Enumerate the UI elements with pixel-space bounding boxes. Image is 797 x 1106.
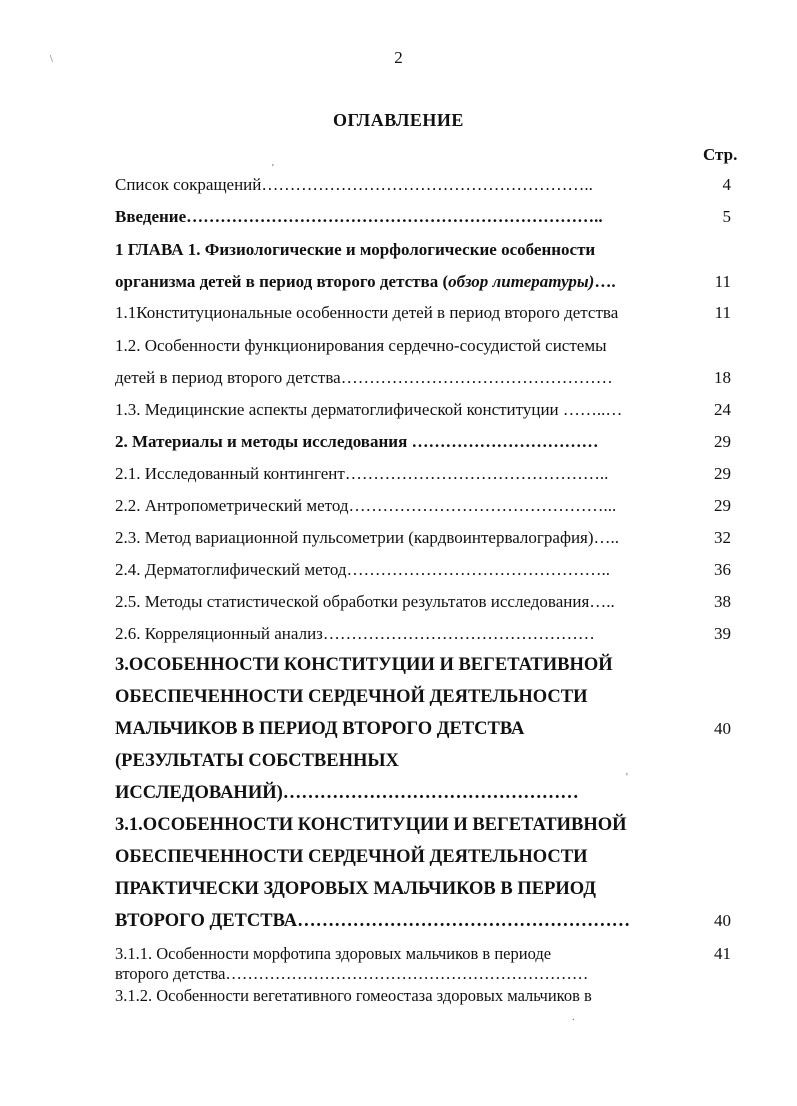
toc-page: 41 — [714, 944, 731, 963]
toc-title: ОГЛАВЛЕНИЕ — [333, 110, 464, 130]
toc-page: 36 — [714, 560, 731, 579]
toc-entry-chapter1-line1[interactable]: 1 ГЛАВА 1. Физиологические и морфологические особенности — [115, 240, 596, 259]
toc-entry-1-2-line1[interactable]: 1.2. Особенности функционирования сердечно-сосудистой системы — [115, 336, 607, 355]
toc-entry-3-1-line1[interactable]: 3.1.ОСОБЕННОСТИ КОНСТИТУЦИИ И ВЕГЕТАТИВНОЙ — [115, 815, 627, 835]
scan-speck: ' — [272, 163, 274, 174]
toc-entry-1-1[interactable]: 1.1Конституциональные особенности детей в период второго детства — [115, 303, 619, 322]
toc-entry-chapter1-line2[interactable] — [115, 272, 616, 292]
toc-entry-3-1-1-line1[interactable]: 3.1.1. Особенности морфотипа здоровых мальчиков в периоде — [115, 944, 552, 963]
toc-entry-chapter3-line2[interactable]: ОБЕСПЕЧЕННОСТИ СЕРДЕЧНОЙ ДЕЯТЕЛЬНОСТИ — [115, 687, 588, 707]
toc-page: 4 — [722, 175, 731, 194]
toc-entry-chapter2[interactable]: 2. Материалы и методы исследования …………………………… — [115, 432, 599, 451]
toc-entry-1-2-line2[interactable]: детей в период второго детства………………………………………… — [115, 368, 613, 387]
toc-entry-2-4[interactable]: 2.4. Дерматоглифический метод……………………………………….. — [115, 560, 611, 579]
toc-page: 40 — [714, 911, 731, 930]
toc-entry-2-6[interactable]: 2.6. Корреляционный анализ………………………………………… — [115, 624, 595, 643]
toc-page: 24 — [714, 400, 731, 419]
toc-entry-abbreviations[interactable]: Список сокращений………………………………………………….. — [115, 175, 593, 194]
toc-page: 40 — [714, 719, 731, 738]
toc-entry-chapter3-line1[interactable]: 3.ОСОБЕННОСТИ КОНСТИТУЦИИ И ВЕГЕТАТИВНОЙ — [115, 655, 613, 675]
toc-entry-3-1-2[interactable]: 3.1.2. Особенности вегетативного гомеостаза здоровых мальчиков в — [115, 986, 592, 1005]
scan-speck: ' — [626, 772, 628, 783]
toc-entry-2-3[interactable]: 2.3. Метод вариационной пульсометрии (кардвоинтервалография)….. — [115, 528, 620, 547]
toc-entry-chapter3-line4[interactable]: (РЕЗУЛЬТАТЫ СОБСТВЕННЫХ — [115, 751, 399, 771]
toc-page: 5 — [722, 207, 731, 226]
page-column-header: Стр. — [703, 145, 738, 164]
toc-entry-1-3[interactable]: 1.3. Медицинские аспекты дерматоглифической конституции ……..… — [115, 400, 623, 419]
toc-entry-chapter3-line3[interactable]: МАЛЬЧИКОВ В ПЕРИОД ВТОРОГО ДЕТСТВА — [115, 719, 525, 739]
toc-entry-2-2[interactable]: 2.2. Антропометрический метод………………………………………... — [115, 496, 617, 515]
toc-page: 29 — [714, 432, 731, 451]
toc-entry-2-5[interactable]: 2.5. Методы статистической обработки результатов исследования….. — [115, 592, 615, 611]
toc-entry-2-1[interactable]: 2.1. Исследованный контингент……………………………………….. — [115, 464, 609, 483]
toc-page: 29 — [714, 496, 731, 515]
toc-entry-3-1-line4[interactable]: ВТОРОГО ДЕТСТВА……………………………………………… — [115, 911, 631, 931]
toc-leader: …. — [594, 272, 616, 291]
toc-entry-3-1-1-line2[interactable]: второго детства………………………………………………………… — [115, 964, 589, 983]
toc-entry-chapter3-line5[interactable]: ИССЛЕДОВАНИЙ)………………………………………… — [115, 783, 579, 803]
scan-speck: . — [572, 1012, 575, 1023]
toc-page: 32 — [714, 528, 731, 547]
page-number: 2 — [394, 48, 403, 67]
toc-page: 11 — [714, 272, 731, 291]
toc-page: 39 — [714, 624, 731, 643]
toc-text: организма детей в период второго детства ( — [115, 272, 449, 291]
toc-text-italic: обзор литературы) — [448, 272, 595, 291]
toc-entry-introduction[interactable]: Введение……………………………………………………………….. — [115, 207, 603, 226]
toc-page: 38 — [714, 592, 731, 611]
scan-speck: \ — [50, 54, 53, 65]
toc-entry-3-1-line2[interactable]: ОБЕСПЕЧЕННОСТИ СЕРДЕЧНОЙ ДЕЯТЕЛЬНОСТИ — [115, 847, 588, 867]
toc-page: 29 — [714, 464, 731, 483]
toc-page: 11 — [714, 303, 731, 322]
toc-entry-3-1-line3[interactable]: ПРАКТИЧЕСКИ ЗДОРОВЫХ МАЛЬЧИКОВ В ПЕРИОД — [115, 879, 596, 899]
toc-page: 18 — [714, 368, 731, 387]
